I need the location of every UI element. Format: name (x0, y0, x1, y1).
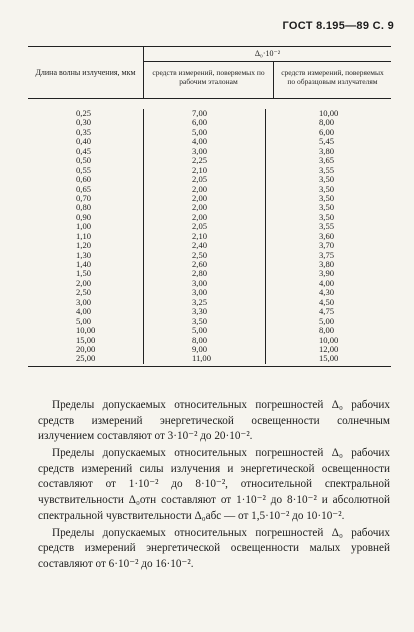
body-text (38, 398, 390, 574)
working-error-cell: 2,00 (192, 183, 208, 194)
paragraph-intensity: Пределы допускаемых относительных погрешностей Δ₀ рабочих средств измерений силы излучения и энергетической освещенности составляют от 1·10⁻² до 8·10⁻², относительной спектральной чувствительности Δ₀отн составляют от 1·10⁻² до 8·10⁻² и абсолютной спектральной чувствительности Δ₀абс — от 1,5·10⁻² до 10·10⁻². (38, 447, 390, 522)
reference-error-cell: 3,55 (319, 221, 335, 232)
paragraph-solar: Пределы допускаемых относительных погрешностей Δ₀ рабочих средств измерений энергетической освещенности солнечным излучением составляют от 3·10⁻² до 20·10⁻². (38, 399, 390, 443)
working-error-cell: 2,10 (192, 164, 208, 175)
reference-error-cell: 10,00 (319, 334, 339, 345)
error-group-header: Δ₀·10⁻² (144, 47, 391, 62)
error-subheaders (144, 62, 391, 98)
wavelength-cell: 0,80 (76, 202, 92, 213)
reference-error-cell: 3,80 (319, 259, 335, 269)
wavelength-cell: 0,40 (76, 136, 92, 147)
reference-error-cell: 3,50 (319, 202, 335, 213)
reference-emitters-header: средств измерений, поверяемых по образцовым излучателям (281, 68, 384, 86)
reference-error-cell: 8,00 (319, 325, 335, 336)
working-standards-header: средств измерений, поверяемых по рабочим эталонам (144, 62, 274, 98)
working-error-cell: 3,00 (192, 277, 208, 288)
wavelength-cell: 25,00 (76, 353, 96, 364)
wavelength-cell: 0,65 (76, 183, 92, 194)
wavelength-column (28, 109, 144, 364)
working-error-cell: 2,25 (192, 155, 208, 166)
reference-error-cell: 3,75 (319, 249, 335, 260)
wavelength-cell: 0,70 (76, 192, 92, 203)
wavelength-cell: 1,10 (76, 230, 92, 241)
table-body (28, 99, 391, 367)
error-limits-table (28, 46, 391, 367)
reference-error-cell: 8,00 (319, 117, 335, 128)
wavelength-cell: 1,50 (76, 268, 92, 279)
working-error-cell: 6,00 (192, 117, 208, 128)
reference-error-cell: 4,50 (319, 296, 335, 307)
wavelength-cell: 1,30 (76, 249, 92, 260)
reference-error-cell: 3,80 (319, 145, 335, 156)
working-error-cell: 8,00 (192, 334, 208, 345)
working-error-cell: 3,00 (192, 145, 208, 156)
reference-error-cell: 3,90 (319, 268, 335, 279)
working-error-cell: 2,80 (192, 268, 208, 279)
working-error-cell: 4,00 (192, 136, 208, 147)
wavelength-cell: 2,00 (76, 277, 92, 288)
wavelength-cell: 2,50 (76, 287, 92, 298)
working-error-cell: 3,00 (192, 287, 208, 298)
reference-error-cell: 15,00 (319, 353, 339, 364)
wavelength-cell: 0,35 (76, 126, 92, 137)
working-error-cell: 7,00 (192, 108, 208, 118)
reference-error-cell: 12,00 (319, 343, 339, 354)
reference-error-cell: 5,00 (319, 315, 335, 326)
wavelength-cell: 1,00 (76, 221, 92, 232)
working-error-cell: 3,50 (192, 315, 208, 326)
reference-error-cell: 4,30 (319, 287, 335, 298)
paragraph-low-levels: Пределы допускаемых относительных погрешностей Δ₀ рабочих средств измерений энергетической освещенности малых уровней составляют от 6·10⁻² до 16·10⁻². (38, 526, 390, 570)
wavelength-cell: 0,50 (76, 155, 92, 166)
table-header (28, 47, 391, 99)
working-standards-column (144, 109, 266, 364)
working-error-cell: 3,30 (192, 306, 208, 317)
reference-error-cell: 3,60 (319, 230, 335, 241)
working-error-cell: 2,60 (192, 259, 208, 269)
wavelength-cell: 0,60 (76, 174, 92, 185)
reference-error-cell: 4,75 (319, 306, 335, 317)
reference-error-cell: 3,50 (319, 192, 335, 203)
working-error-cell: 5,00 (192, 325, 208, 336)
working-error-cell: 2,40 (192, 240, 208, 251)
reference-emitters-column (266, 109, 391, 364)
wavelength-cell: 3,00 (76, 296, 92, 307)
working-error-cell: 2,00 (192, 192, 208, 203)
working-error-cell: 2,50 (192, 249, 208, 260)
working-error-cell: 2,00 (192, 211, 208, 222)
working-error-cell: 5,00 (192, 126, 208, 137)
wavelength-cell: 0,45 (76, 145, 92, 156)
reference-error-cell: 5,45 (319, 136, 335, 147)
wavelength-cell: 0,25 (76, 108, 92, 118)
reference-error-cell: 3,65 (319, 155, 335, 166)
working-error-cell: 9,00 (192, 343, 208, 354)
reference-error-cell: 3,50 (319, 174, 335, 185)
wavelength-cell: 1,20 (76, 240, 92, 251)
working-error-cell: 11,00 (192, 353, 212, 364)
reference-error-cell: 3,50 (319, 211, 335, 222)
wavelength-cell: 5,00 (76, 315, 92, 326)
working-error-cell: 2,05 (192, 174, 208, 185)
reference-error-cell: 3,55 (319, 164, 335, 175)
reference-error-cell: 10,00 (319, 108, 339, 118)
working-error-cell: 2,10 (192, 230, 208, 241)
reference-error-cell: 6,00 (319, 126, 335, 137)
wavelength-cell: 1,40 (76, 259, 92, 269)
working-error-cell: 3,25 (192, 296, 208, 307)
error-header-group (144, 47, 391, 98)
working-error-cell: 2,00 (192, 202, 208, 213)
wavelength-cell: 4,00 (76, 306, 92, 317)
wavelength-cell: 20,00 (76, 343, 96, 354)
reference-error-cell: 4,00 (319, 277, 335, 288)
wavelength-cell: 0,90 (76, 211, 92, 222)
wavelength-cell: 0,30 (76, 117, 92, 128)
wavelength-header: Длина волны излучения, мкм (28, 47, 144, 98)
working-error-cell: 2,05 (192, 221, 208, 232)
page-header: ГОСТ 8.195—89 С. 9 (282, 20, 394, 32)
wavelength-cell: 10,00 (76, 325, 96, 336)
wavelength-cell: 0,55 (76, 164, 92, 175)
reference-error-cell: 3,70 (319, 240, 335, 251)
reference-error-cell: 3,50 (319, 183, 335, 194)
wavelength-cell: 15,00 (76, 334, 96, 345)
